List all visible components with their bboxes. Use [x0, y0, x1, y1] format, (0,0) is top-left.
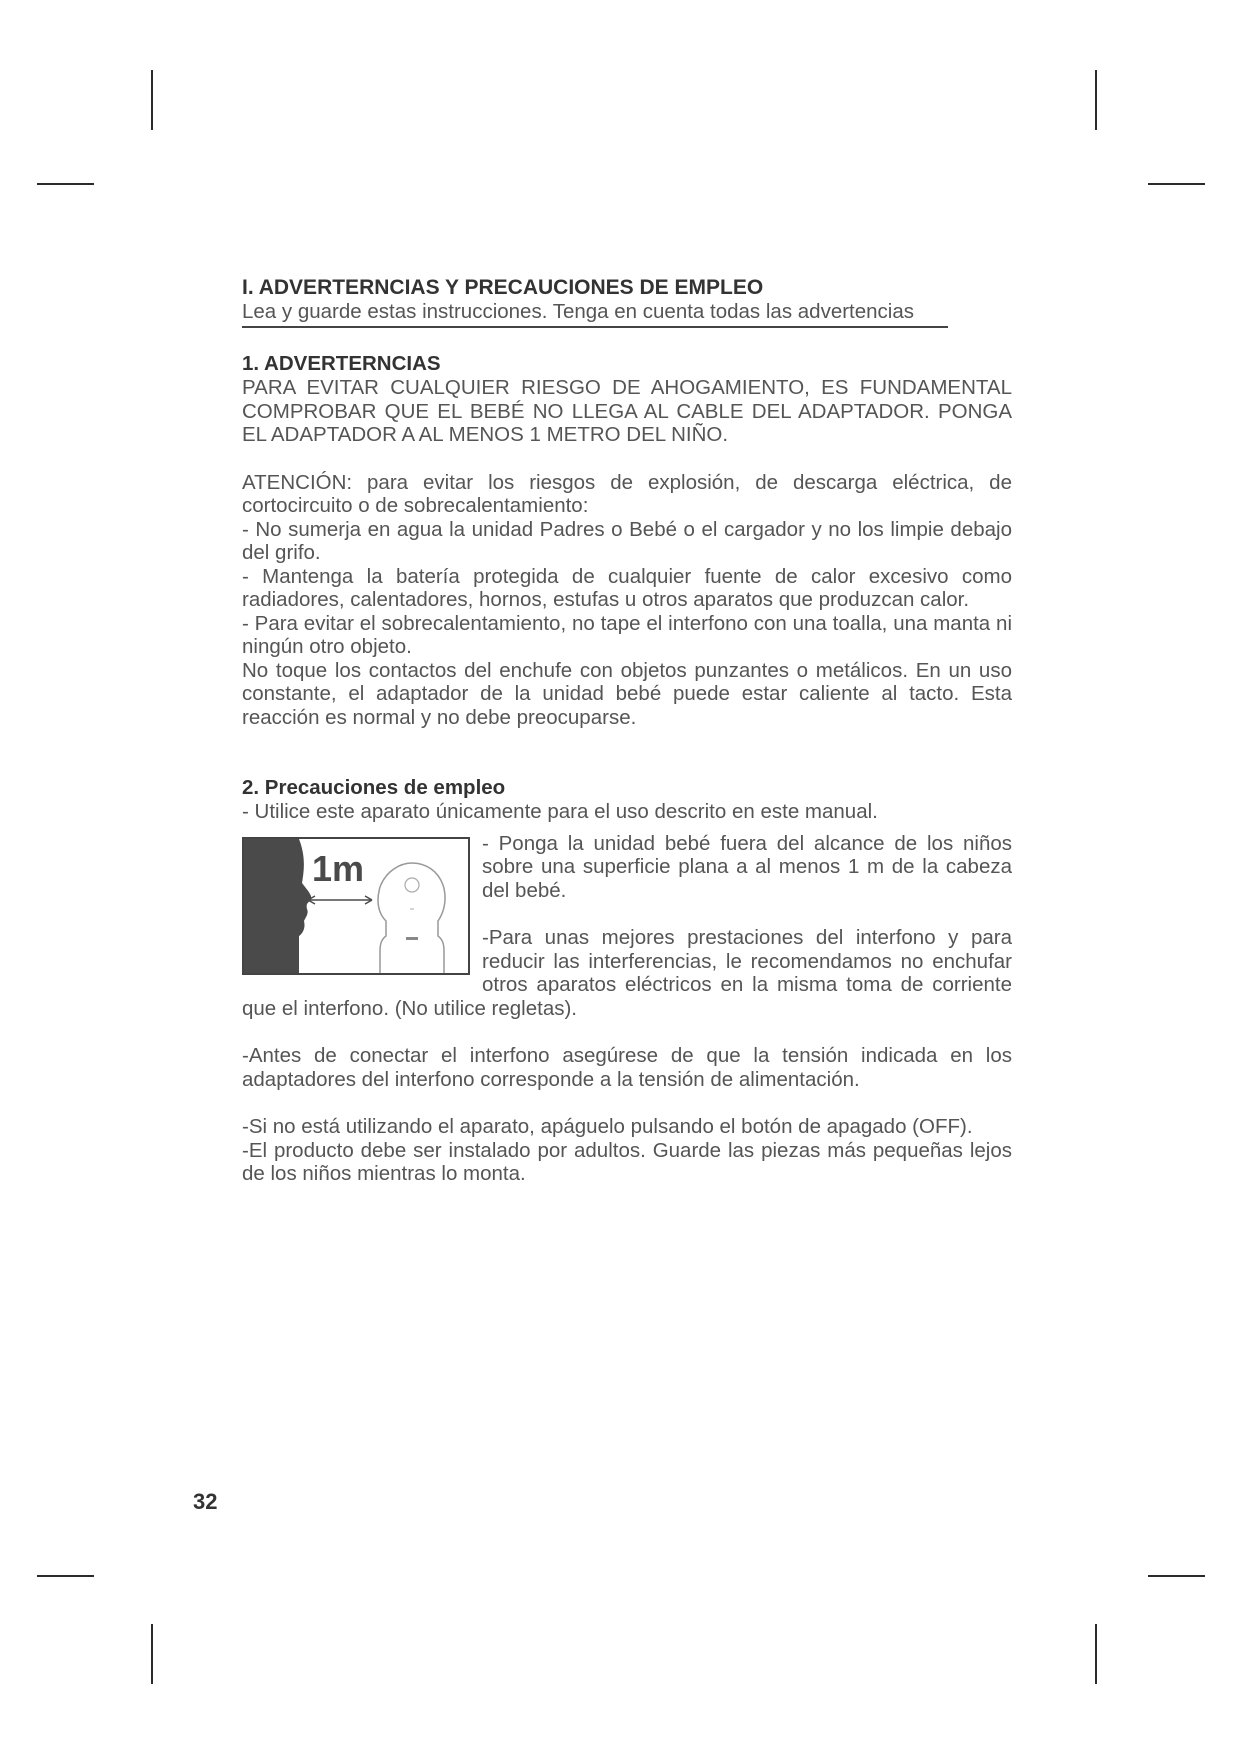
- section-1-bullet: - No sumerja en agua la unidad Padres o Bebé o el cargador y no los limpie debajo del grifo.: [242, 517, 1012, 564]
- crop-mark-bottom-right-vertical: [1095, 1624, 1097, 1684]
- document-subtitle: Lea y guarde estas instrucciones. Tenga en cuenta todas las advertencias: [242, 300, 948, 328]
- crop-mark-top-left-vertical: [151, 70, 153, 130]
- crop-mark-bottom-right-horizontal: [1148, 1575, 1205, 1577]
- section-1-attention: ATENCIÓN: para evitar los riesgos de explosión, de descarga eléctrica, de cortocircuito o de sobrecalentamiento:: [242, 470, 1012, 517]
- section-1-bullet: - Para evitar el sobrecalentamiento, no tape el interfono con una toalla, una manta ni ningún otro objeto.: [242, 611, 1012, 658]
- page-number: 32: [193, 1489, 218, 1514]
- distance-label: 1m: [312, 847, 365, 889]
- crop-mark-top-right-horizontal: [1148, 183, 1205, 185]
- section-1-contacts: No toque los contactos del enchufe con objetos punzantes o metálicos. En un uso constante, el adaptador de la unidad bebé puede estar caliente al tacto. Esta reacción es normal y no debe preocuparse.: [242, 658, 1012, 729]
- section-2-interference: -Para unas mejores prestaciones del interfono y para reducir las interferencias, le recomendamos no enchufar otros aparatos eléctricos en la misma toma de corriente que el interfono. (No utilice regletas).: [242, 926, 1012, 1020]
- distance-illustration: [242, 837, 470, 975]
- distance-figure-block: [242, 832, 1012, 1021]
- crop-mark-bottom-left-horizontal: [37, 1575, 94, 1577]
- section-1-title: 1. ADVERTERNCIAS: [242, 352, 441, 375]
- section-2-place: - Ponga la unidad bebé fuera del alcance de los niños sobre una superficie plana a al menos 1 m de la cabeza del bebé.: [482, 831, 1012, 902]
- page-content: [242, 276, 1012, 1186]
- crop-mark-bottom-left-vertical: [151, 1624, 153, 1684]
- section-2-intro: - Utilice este aparato únicamente para el uso descrito en este manual.: [242, 800, 878, 823]
- section-2-title: 2. Precauciones de empleo: [242, 776, 506, 799]
- baby-monitor-distance-icon: [244, 839, 468, 973]
- document-title: I. ADVERTERNCIAS Y PRECAUCIONES DE EMPLEO: [242, 276, 764, 299]
- section-2-voltage: -Antes de conectar el interfono asegúrese de que la tensión indicada en los adaptadores del interfono corresponde a la tensión de alimentación.: [242, 1044, 1012, 1091]
- section-2-off: -Si no está utilizando el aparato, apáguelo pulsando el botón de apagado (OFF).: [242, 1115, 973, 1138]
- section-1-warning: PARA EVITAR CUALQUIER RIESGO DE AHOGAMIENTO, ES FUNDAMENTAL COMPROBAR QUE EL BEBÉ NO LLEGA AL CABLE DEL ADAPTADOR. PONGA EL ADAPTADOR A AL MENOS 1 METRO DEL NIÑO.: [242, 376, 1012, 446]
- section-1-bullet: - Mantenga la batería protegida de cualquier fuente de calor excesivo como radiadores, calentadores, hornos, estufas u otros aparatos que produzcan calor.: [242, 564, 1012, 611]
- crop-mark-top-right-vertical: [1095, 70, 1097, 130]
- section-2-adults: -El producto debe ser instalado por adultos. Guarde las piezas más pequeñas lejos de los niños mientras lo monta.: [242, 1138, 1012, 1185]
- crop-mark-top-left-horizontal: [37, 183, 94, 185]
